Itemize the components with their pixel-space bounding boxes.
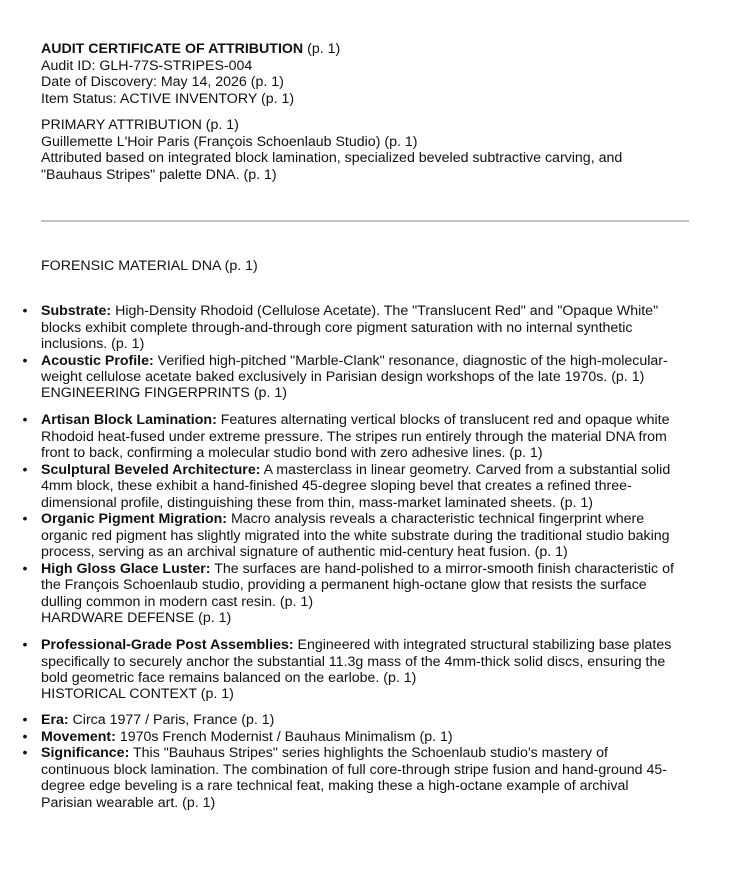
item-status: Item Status: ACTIVE INVENTORY (p. 1) — [41, 90, 295, 107]
item-term: Significance: — [41, 745, 130, 761]
bullet-icon: • — [22, 560, 28, 577]
item-text: degree edge beveling is a rare technical feat, making these a high-octane example of archival — [41, 778, 629, 794]
item-term: Sculptural Beveled Architecture: — [41, 461, 261, 478]
bullet-icon: • — [22, 303, 28, 319]
forensic-heading: FORENSIC MATERIAL DNA (p. 1) — [41, 258, 258, 274]
forensic-heading-block — [41, 258, 701, 275]
title-page-ref: (p. 1) — [307, 41, 341, 57]
item-text: Engineered with integrated structural stabilizing base plates — [293, 637, 672, 653]
bullet-icon: • — [22, 461, 28, 478]
list-item — [22, 461, 701, 512]
bullet-icon: • — [22, 712, 28, 728]
item-text: Verified high-pitched "Marble-Clank" resonance, diagnostic of the high-molecular- — [153, 352, 668, 369]
bullet-icon: • — [22, 412, 28, 428]
item-text: specifically to securely anchor the substantial 11.3g mass of the 4mm-thick solid discs, ensuring the — [41, 653, 666, 670]
audit-id: Audit ID: GLH-77S-STRIPES-004 — [41, 57, 253, 74]
hardware-heading-block — [41, 610, 701, 627]
bullet-icon: • — [22, 728, 28, 745]
item-text: Circa 1977 / Paris, France (p. 1) — [68, 712, 275, 728]
item-text: the François Schoenlaub studio, providing a permanent high-octane glow that resists the surface — [41, 577, 647, 593]
item-text: Features alternating vertical blocks of translucent red and opaque white — [216, 412, 670, 428]
item-term: Artisan Block Lamination: — [41, 412, 217, 428]
item-text: front to back, confirming a molecular studio bond with zero adhesive lines. (p. 1) — [41, 445, 543, 461]
item-term: Professional-Grade Post Assemblies: — [41, 637, 294, 653]
hardware-heading: HARDWARE DEFENSE (p. 1) — [41, 610, 232, 626]
item-text: dulling common in modern cast resin. (p. 1) — [41, 593, 314, 610]
bullet-icon: • — [22, 745, 28, 761]
primary-basis-line-2: "Bauhaus Stripes" palette DNA. (p. 1) — [41, 166, 277, 183]
bullet-icon: • — [22, 511, 28, 527]
engineering-list — [22, 412, 701, 610]
history-heading: HISTORICAL CONTEXT (p. 1) — [41, 686, 234, 702]
item-term: High Gloss Glace Luster: — [41, 560, 211, 577]
forensic-list — [22, 303, 701, 386]
item-term: Substrate: — [41, 303, 112, 319]
certificate-header — [41, 41, 701, 107]
item-text: organic red pigment has slightly migrated into the white substrate during the traditional studio baking — [41, 527, 670, 544]
item-text: inclusions. (p. 1) — [41, 336, 145, 352]
primary-heading: PRIMARY ATTRIBUTION (p. 1) — [41, 117, 239, 133]
item-text: bold geometric face remains balanced on the earlobe. (p. 1) — [41, 670, 417, 686]
list-item — [22, 728, 701, 746]
hardware-list — [22, 637, 701, 687]
bullet-icon: • — [22, 352, 28, 369]
list-item — [22, 352, 701, 386]
primary-basis-line-1: Attributed based on integrated block lamination, specialized beveled subtractive carving, and — [41, 150, 623, 166]
certificate-title-line — [41, 41, 701, 58]
list-item — [22, 637, 701, 687]
list-item — [22, 560, 701, 611]
item-text: 4mm block, these exhibit a hand-finished 45-degree sloping bevel that creates a refined three- — [41, 478, 632, 494]
item-text: Parisian wearable art. (p. 1) — [41, 794, 216, 811]
item-text: This "Bauhaus Stripes" series highlights the Schoenlaub studio's mastery of — [129, 745, 608, 761]
item-text: 1970s French Modernist / Bauhaus Minimalism (p. 1) — [115, 728, 453, 745]
item-term: Organic Pigment Migration: — [41, 511, 228, 527]
list-item — [22, 745, 701, 811]
list-item — [22, 303, 701, 353]
item-text: blocks exhibit complete through-and-through core pigment saturation with no internal synthetic — [41, 319, 633, 336]
engineering-heading-block — [41, 385, 701, 402]
section-divider — [41, 220, 689, 222]
list-item — [22, 412, 701, 462]
discovery-date: Date of Discovery: May 14, 2026 (p. 1) — [41, 74, 284, 90]
item-text: A masterclass in linear geometry. Carved from a substantial solid — [260, 461, 671, 478]
item-text: Rhodoid heat-fused under extreme pressure. The stripes run entirely through the material DNA from — [41, 428, 667, 445]
item-term: Movement: — [41, 728, 116, 745]
item-text: High-Density Rhodoid (Cellulose Acetate). The "Translucent Red" and "Opaque White" — [111, 303, 659, 319]
list-item — [22, 712, 701, 729]
item-text: The surfaces are hand-polished to a mirror-smooth finish characteristic of — [210, 560, 674, 577]
list-item — [22, 511, 701, 561]
history-heading-block — [41, 686, 701, 703]
item-text: Macro analysis reveals a characteristic technical fingerprint where — [227, 511, 645, 527]
history-list — [22, 712, 701, 811]
primary-maker: Guillemette L'Hoir Paris (François Schoenlaub Studio) (p. 1) — [41, 133, 418, 150]
item-text: weight cellulose acetate baked exclusively in Parisian design workshops of the late 1970s. (p. 1) — [41, 369, 645, 385]
item-text: dimensional profile, distinguishing these from thin, mass-market laminated sheets. (p. 1) — [41, 494, 593, 511]
item-text: process, serving as an archival signature of authentic mid-century heat fusion. (p. 1) — [41, 544, 568, 560]
item-term: Era: — [41, 712, 69, 728]
item-text: continuous block lamination. The combination of full core-through stripe fusion and hand-ground 45- — [41, 761, 667, 778]
primary-attribution — [41, 117, 701, 183]
bullet-icon: • — [22, 637, 28, 653]
item-term: Acoustic Profile: — [41, 352, 154, 369]
engineering-heading: ENGINEERING FINGERPRINTS (p. 1) — [41, 385, 287, 401]
certificate-title: AUDIT CERTIFICATE OF ATTRIBUTION — [41, 41, 304, 57]
